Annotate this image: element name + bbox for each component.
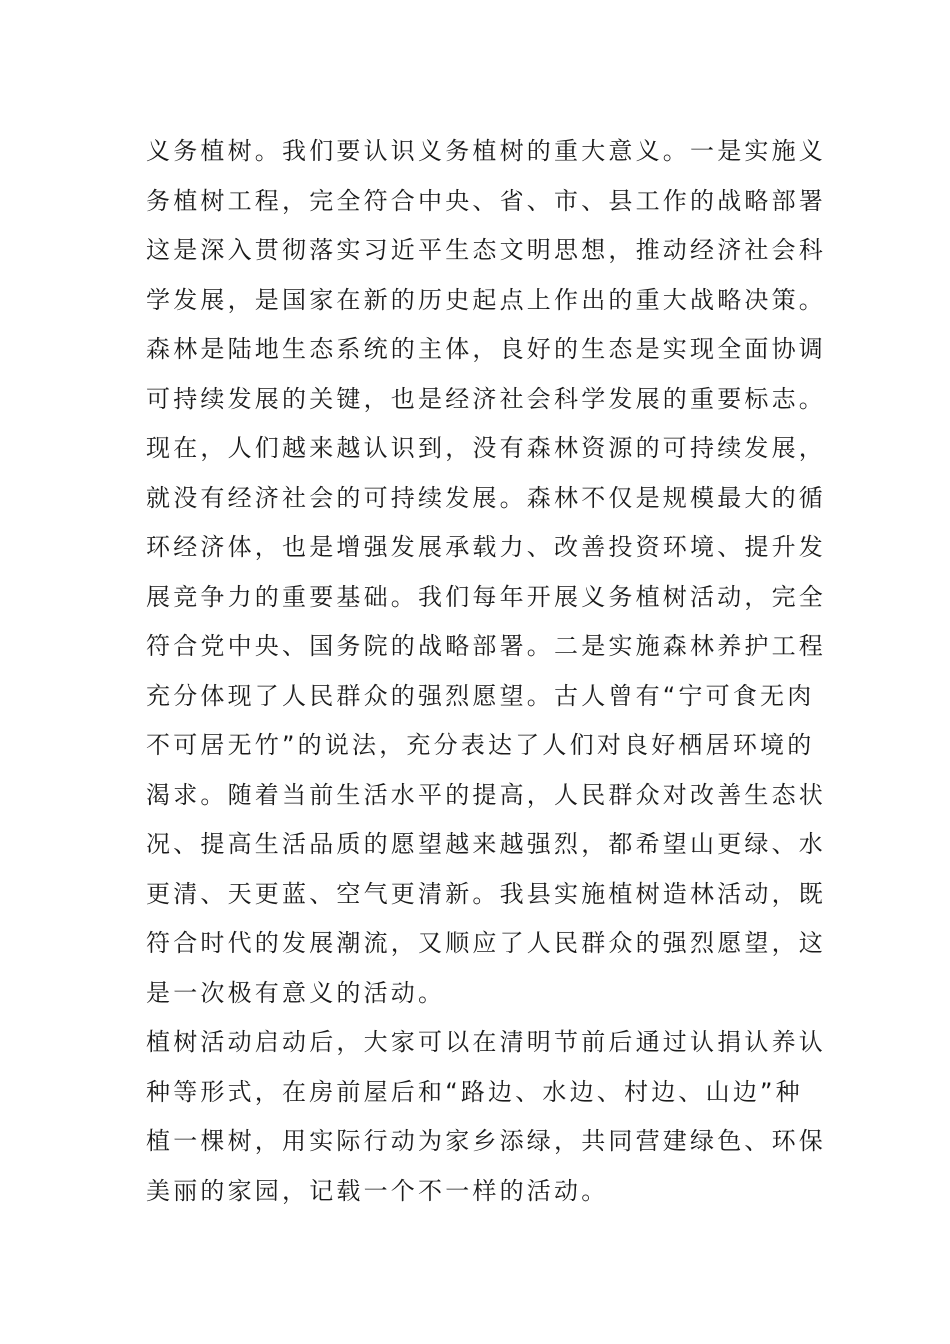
text-line: 植树活动启动后，大家可以在清明节前后通过认捐认养认 — [146, 1028, 826, 1056]
text-line: 学发展，是国家在新的历史起点上作出的重大战略决策。 — [146, 285, 826, 314]
text-line: 美丽的家园，记载一个不一样的活动。 — [146, 1176, 609, 1205]
text-line: 森林是陆地生态系统的主体，良好的生态是实现全面协调 — [146, 335, 826, 363]
text-line: 渴求。随着当前生活水平的提高，人民群众对改善生态状 — [146, 780, 826, 809]
text-line: 符合时代的发展潮流，又顺应了人民群众的强烈愿望，这 — [146, 929, 826, 957]
text-line: 务植树工程，完全符合中央、省、市、县工作的战略部署 — [146, 186, 826, 215]
text-line: 不可居无竹”的说法，充分表达了人们对良好栖居环境的 — [146, 731, 815, 759]
text-line: 展竞争力的重要基础。我们每年开展义务植树活动，完全 — [146, 582, 826, 611]
body-text — [146, 127, 826, 1216]
text-line: 就没有经济社会的可持续发展。森林不仅是规模最大的循 — [146, 483, 826, 512]
text-line: 这是深入贯彻落实习近平生态文明思想，推动经济社会科 — [146, 236, 826, 264]
text-line: 义务植树。我们要认识义务植树的重大意义。一是实施义 — [146, 137, 826, 165]
text-line: 植一棵树，用实际行动为家乡添绿，共同营建绿色、环保 — [146, 1127, 826, 1155]
text-line: 是一次极有意义的活动。 — [146, 978, 446, 1007]
text-line: 更清、天更蓝、空气更清新。我县实施植树造林活动，既 — [146, 879, 826, 908]
text-line: 充分体现了人民群众的强烈愿望。古人曾有“宁可食无肉 — [146, 681, 815, 710]
text-line: 种等形式，在房前屋后和“路边、水边、村边、山边”种 — [146, 1077, 803, 1106]
text-line: 环经济体，也是增强发展承载力、改善投资环境、提升发 — [146, 533, 826, 561]
text-line: 符合党中央、国务院的战略部署。二是实施森林养护工程 — [146, 632, 826, 660]
text-line: 现在，人们越来越认识到，没有森林资源的可持续发展， — [146, 434, 826, 462]
text-line: 况、提高生活品质的愿望越来越强烈，都希望山更绿、水 — [146, 830, 826, 858]
text-line: 可持续发展的关键，也是经济社会科学发展的重要标志。 — [146, 384, 826, 413]
